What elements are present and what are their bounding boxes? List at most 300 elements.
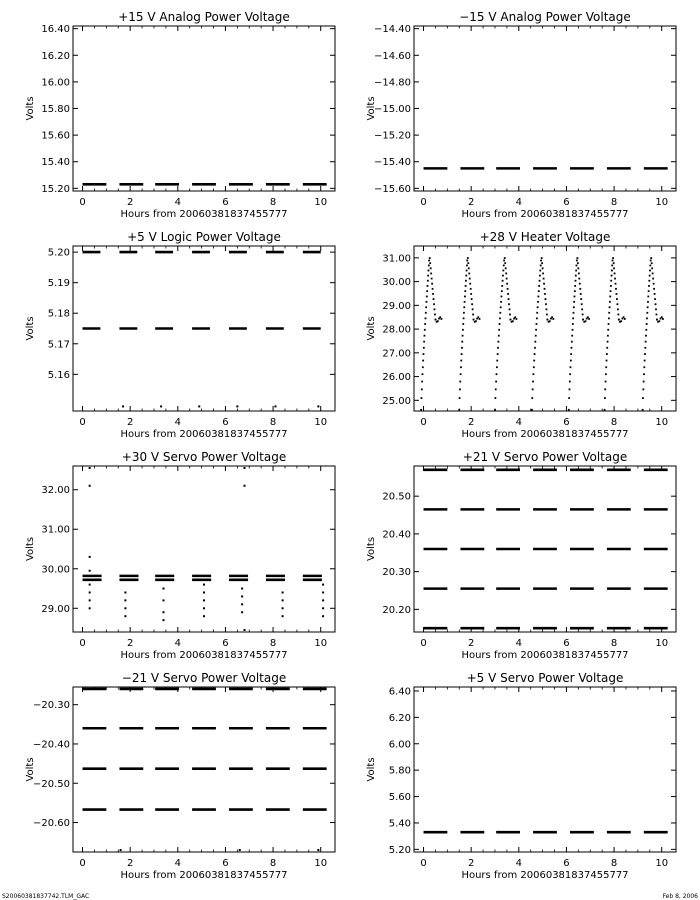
x-tick-label: 6 [222, 417, 229, 428]
data-point [609, 301, 611, 303]
x-tick-label: 4 [174, 417, 181, 428]
data-point [424, 335, 426, 337]
x-tick-label: 6 [222, 197, 229, 208]
data-point [573, 306, 575, 308]
data-point [499, 312, 501, 314]
data-point [124, 599, 126, 601]
data-point [425, 312, 427, 314]
data-point [422, 373, 424, 375]
data-point [241, 595, 243, 597]
data-point [89, 485, 91, 487]
data-point [163, 588, 165, 590]
data-point [538, 290, 540, 292]
data-point [644, 353, 646, 355]
x-axis-label: Hours from 20060381837455777 [461, 429, 629, 440]
data-point [466, 260, 468, 262]
data-point [552, 318, 554, 320]
data-point [576, 260, 578, 262]
data-point [89, 584, 91, 586]
x-tick-label: 0 [79, 417, 86, 428]
data-point [573, 312, 575, 314]
y-tick-label: 15.20 [41, 183, 70, 195]
y-tick-label: −20.50 [32, 778, 70, 790]
data-point [425, 306, 427, 308]
data-point [580, 298, 582, 300]
data-point [644, 360, 646, 362]
chart-title: +5 V Servo Power Voltage [466, 671, 624, 685]
x-tick-label: 10 [655, 638, 669, 649]
data-point [576, 265, 578, 267]
data-point [644, 347, 646, 349]
data-point [545, 298, 547, 300]
data-point [430, 267, 432, 269]
data-point [512, 320, 514, 322]
x-axis-label: Hours from 20060381837455777 [461, 870, 629, 881]
x-tick-label: 4 [174, 858, 181, 869]
y-tick-label: 6.40 [388, 686, 411, 698]
data-point [570, 360, 572, 362]
data-point [499, 323, 501, 325]
y-tick-label: −20.40 [32, 739, 70, 751]
y-tick-label: 5.18 [47, 308, 70, 320]
data-point [617, 308, 619, 310]
data-point [575, 270, 577, 272]
data-point [163, 599, 165, 601]
data-point [608, 312, 610, 314]
data-point [658, 320, 660, 322]
data-point [427, 285, 429, 287]
x-tick-label: 2 [467, 638, 475, 649]
data-point [243, 485, 245, 487]
data-point [643, 366, 645, 368]
data-point [122, 405, 124, 407]
data-point [470, 288, 472, 290]
x-tick-label: 0 [420, 858, 427, 869]
data-point [588, 318, 590, 320]
data-point [608, 323, 610, 325]
data-point [465, 275, 467, 277]
data-point [544, 293, 546, 295]
data-point [422, 366, 424, 368]
data-point [650, 257, 652, 259]
data-point [582, 319, 584, 321]
data-point [648, 280, 650, 282]
data-point [569, 381, 571, 383]
y-tick-label: −14.40 [373, 24, 411, 36]
data-point [89, 607, 91, 609]
chart-title: +28 V Heater Voltage [479, 230, 611, 244]
y-axis-label: Volts [366, 316, 377, 341]
data-point [466, 265, 468, 267]
y-tick-label: 16.20 [41, 50, 70, 62]
x-axis-label: Hours from 20060381837455777 [120, 870, 288, 881]
data-point [282, 591, 284, 593]
y-tick-label: 15.60 [41, 130, 70, 142]
x-tick-label: 6 [222, 858, 229, 869]
data-point [427, 280, 429, 282]
data-point [568, 409, 570, 411]
data-point [579, 288, 581, 290]
data-point [647, 296, 649, 298]
data-point [647, 306, 649, 308]
x-tick-label: 4 [515, 858, 522, 869]
data-point [624, 318, 626, 320]
data-point [471, 298, 473, 300]
data-point [469, 283, 471, 285]
data-point [427, 275, 429, 277]
y-tick-label: 20.30 [382, 567, 411, 579]
y-tick-label: −15.00 [373, 104, 411, 115]
chart-title: +30 V Servo Power Voltage [121, 450, 287, 464]
data-point [572, 329, 574, 331]
data-point [475, 320, 477, 322]
data-point [496, 360, 498, 362]
data-point [543, 278, 545, 280]
y-axis-label: Volts [366, 536, 377, 562]
data-point [615, 283, 617, 285]
x-tick-label: 2 [467, 858, 475, 869]
data-point [472, 308, 474, 310]
data-point [534, 341, 536, 343]
data-point [282, 607, 284, 609]
data-point [645, 341, 647, 343]
x-tick-label: 10 [314, 638, 328, 649]
data-point [516, 318, 518, 320]
data-point [471, 303, 473, 305]
y-tick-label: 27.00 [382, 348, 411, 360]
chart-title: +5 V Logic Power Voltage [127, 230, 281, 244]
data-point [606, 353, 608, 355]
data-point [536, 317, 538, 319]
data-point [243, 467, 245, 469]
data-point [435, 319, 437, 321]
data-point [642, 388, 644, 390]
data-point [651, 267, 653, 269]
y-axis-label: Volts [25, 316, 36, 341]
data-point [463, 306, 465, 308]
data-point [607, 341, 609, 343]
data-point [610, 290, 612, 292]
data-point [502, 275, 504, 277]
data-point [574, 285, 576, 287]
x-tick-label: 2 [126, 197, 134, 208]
y-tick-label: 20.40 [382, 529, 411, 541]
data-point [501, 296, 503, 298]
data-point [499, 317, 501, 319]
data-point [606, 360, 608, 362]
x-tick-label: 6 [563, 197, 570, 208]
data-point [645, 329, 647, 331]
data-point [605, 373, 607, 375]
data-point [437, 320, 439, 322]
y-tick-label: 5.60 [388, 792, 411, 804]
data-point [578, 273, 580, 275]
data-point [241, 611, 243, 613]
data-point [428, 265, 430, 267]
data-point [541, 262, 543, 264]
y-tick-label: 26.00 [382, 372, 411, 384]
x-tick-label: 4 [174, 197, 181, 208]
x-tick-label: 8 [610, 197, 618, 208]
data-point [643, 381, 645, 383]
y-tick-label: 30.00 [41, 564, 70, 576]
data-point [604, 388, 606, 390]
data-point [655, 303, 657, 305]
data-point [612, 260, 614, 262]
data-point [502, 270, 504, 272]
data-point [606, 347, 608, 349]
data-point [616, 298, 618, 300]
y-axis-label: Volts [366, 96, 377, 121]
data-point [543, 283, 545, 285]
data-point [241, 603, 243, 605]
data-point [423, 353, 425, 355]
data-point [477, 316, 479, 318]
data-point [581, 303, 583, 305]
data-point [506, 283, 508, 285]
chart-panel-5 [25, 450, 335, 661]
data-point [575, 275, 577, 277]
data-point [585, 320, 587, 322]
data-point [506, 278, 508, 280]
data-point [422, 360, 424, 362]
data-point [509, 314, 511, 316]
data-point [649, 270, 651, 272]
data-point [544, 288, 546, 290]
x-tick-label: 10 [314, 197, 328, 208]
data-point [504, 257, 506, 259]
data-point [163, 619, 165, 621]
data-point [570, 366, 572, 368]
y-tick-label: 20.50 [382, 491, 411, 503]
x-tick-label: 2 [126, 638, 134, 649]
data-point [508, 298, 510, 300]
data-point [498, 329, 500, 331]
data-point [656, 314, 658, 316]
x-tick-label: 2 [126, 417, 134, 428]
data-point [574, 290, 576, 292]
y-tick-label: 25.00 [382, 395, 411, 407]
data-point [322, 599, 324, 601]
data-point [500, 301, 502, 303]
data-point [317, 849, 319, 851]
data-point [618, 319, 620, 321]
x-tick-label: 2 [467, 197, 475, 208]
data-point [426, 296, 428, 298]
data-point [531, 397, 533, 399]
data-point [647, 301, 649, 303]
data-point [645, 335, 647, 337]
data-point [424, 329, 426, 331]
data-point [203, 591, 205, 593]
data-point [498, 341, 500, 343]
data-point [613, 262, 615, 264]
data-point [569, 388, 571, 390]
x-tick-label: 4 [515, 417, 522, 428]
data-point [462, 323, 464, 325]
chart-title: −21 V Servo Power Voltage [121, 671, 287, 685]
data-point [460, 360, 462, 362]
y-tick-label: −15.20 [373, 130, 411, 142]
x-tick-label: 4 [515, 638, 522, 649]
data-point [501, 290, 503, 292]
data-point [430, 273, 432, 275]
data-point [546, 308, 548, 310]
data-point [607, 335, 609, 337]
data-point [500, 306, 502, 308]
data-point [617, 303, 619, 305]
data-point [573, 301, 575, 303]
data-point [322, 591, 324, 593]
x-tick-label: 0 [420, 197, 427, 208]
y-tick-label: 32.00 [41, 485, 70, 497]
data-point [239, 849, 241, 851]
data-point [643, 373, 645, 375]
data-point [654, 298, 656, 300]
data-point [582, 314, 584, 316]
data-point [503, 260, 505, 262]
data-point [576, 257, 578, 259]
data-point [609, 296, 611, 298]
data-point [461, 353, 463, 355]
data-point [580, 293, 582, 295]
x-tick-label: 8 [269, 197, 277, 208]
chart-panel-2 [366, 10, 676, 220]
y-tick-label: 30.00 [382, 277, 411, 289]
data-point [203, 615, 205, 617]
y-axis-label: Volts [25, 536, 36, 562]
x-axis-label: Hours from 20060381837455777 [461, 209, 629, 220]
data-point [532, 388, 534, 390]
data-point [650, 260, 652, 262]
x-tick-label: 8 [610, 638, 618, 649]
data-point [459, 388, 461, 390]
chart-panel-4 [366, 230, 676, 440]
data-point [432, 288, 434, 290]
data-point [89, 467, 91, 469]
data-point [623, 316, 625, 318]
x-tick-label: 6 [563, 417, 570, 428]
data-point [496, 366, 498, 368]
data-point [124, 607, 126, 609]
data-point [533, 366, 535, 368]
data-point [551, 316, 553, 318]
data-point [539, 280, 541, 282]
y-tick-label: 29.00 [41, 603, 70, 615]
data-point [424, 323, 426, 325]
x-tick-label: 2 [126, 858, 134, 869]
x-tick-label: 8 [269, 858, 277, 869]
chart-title: −15 V Analog Power Voltage [459, 10, 631, 24]
y-tick-label: 20.20 [382, 604, 411, 616]
data-point [460, 373, 462, 375]
data-point [198, 405, 200, 407]
y-tick-label: 5.19 [47, 278, 70, 290]
y-tick-label: 28.00 [382, 324, 411, 336]
data-point [571, 347, 573, 349]
data-point [465, 285, 467, 287]
data-point [610, 285, 612, 287]
data-point [429, 262, 431, 264]
data-point [620, 320, 622, 322]
y-tick-label: −15.60 [373, 183, 411, 195]
chart-panel-1 [25, 10, 335, 220]
y-tick-label: 6.20 [388, 712, 411, 724]
y-tick-label: −14.60 [373, 50, 411, 62]
data-point [421, 397, 423, 399]
data-point [426, 301, 428, 303]
data-point [466, 270, 468, 272]
data-point [642, 397, 644, 399]
chart-title: +21 V Servo Power Voltage [462, 450, 628, 464]
data-point [508, 303, 510, 305]
data-point [569, 373, 571, 375]
data-point [431, 278, 433, 280]
data-point [652, 273, 654, 275]
data-point [423, 347, 425, 349]
data-point [465, 280, 467, 282]
x-tick-label: 10 [314, 417, 328, 428]
x-tick-label: 0 [420, 417, 427, 428]
data-point [434, 308, 436, 310]
data-point [464, 296, 466, 298]
data-point [322, 607, 324, 609]
data-point [662, 318, 664, 320]
x-tick-label: 10 [655, 858, 669, 869]
x-tick-label: 0 [79, 197, 86, 208]
data-point [534, 347, 536, 349]
data-point [469, 278, 471, 280]
y-tick-label: 5.40 [388, 818, 411, 830]
plot-frame [73, 26, 335, 191]
data-point [203, 584, 205, 586]
data-point [433, 298, 435, 300]
chart-panel-8 [366, 671, 676, 881]
x-tick-label: 6 [563, 858, 570, 869]
data-point [503, 265, 505, 267]
data-point [464, 290, 466, 292]
data-point [531, 409, 533, 411]
data-point [546, 319, 548, 321]
data-point [421, 388, 423, 390]
data-point [432, 293, 434, 295]
y-tick-label: 5.20 [47, 247, 70, 259]
x-tick-label: 8 [269, 417, 277, 428]
data-point [538, 285, 540, 287]
data-point [439, 316, 441, 318]
x-tick-label: 4 [515, 197, 522, 208]
data-point [426, 290, 428, 292]
y-tick-label: −20.30 [32, 700, 70, 712]
data-point [642, 409, 644, 411]
data-point [497, 353, 499, 355]
data-point [472, 314, 474, 316]
data-point [653, 288, 655, 290]
data-point [470, 293, 472, 295]
plot-frame [414, 246, 676, 411]
data-point [540, 265, 542, 267]
x-tick-label: 8 [269, 638, 277, 649]
data-point [317, 405, 319, 407]
data-point [458, 409, 460, 411]
data-point [574, 296, 576, 298]
data-point [124, 615, 126, 617]
data-point [604, 409, 606, 411]
x-tick-label: 6 [563, 638, 570, 649]
data-point [120, 849, 122, 851]
data-point [496, 373, 498, 375]
data-point [89, 599, 91, 601]
